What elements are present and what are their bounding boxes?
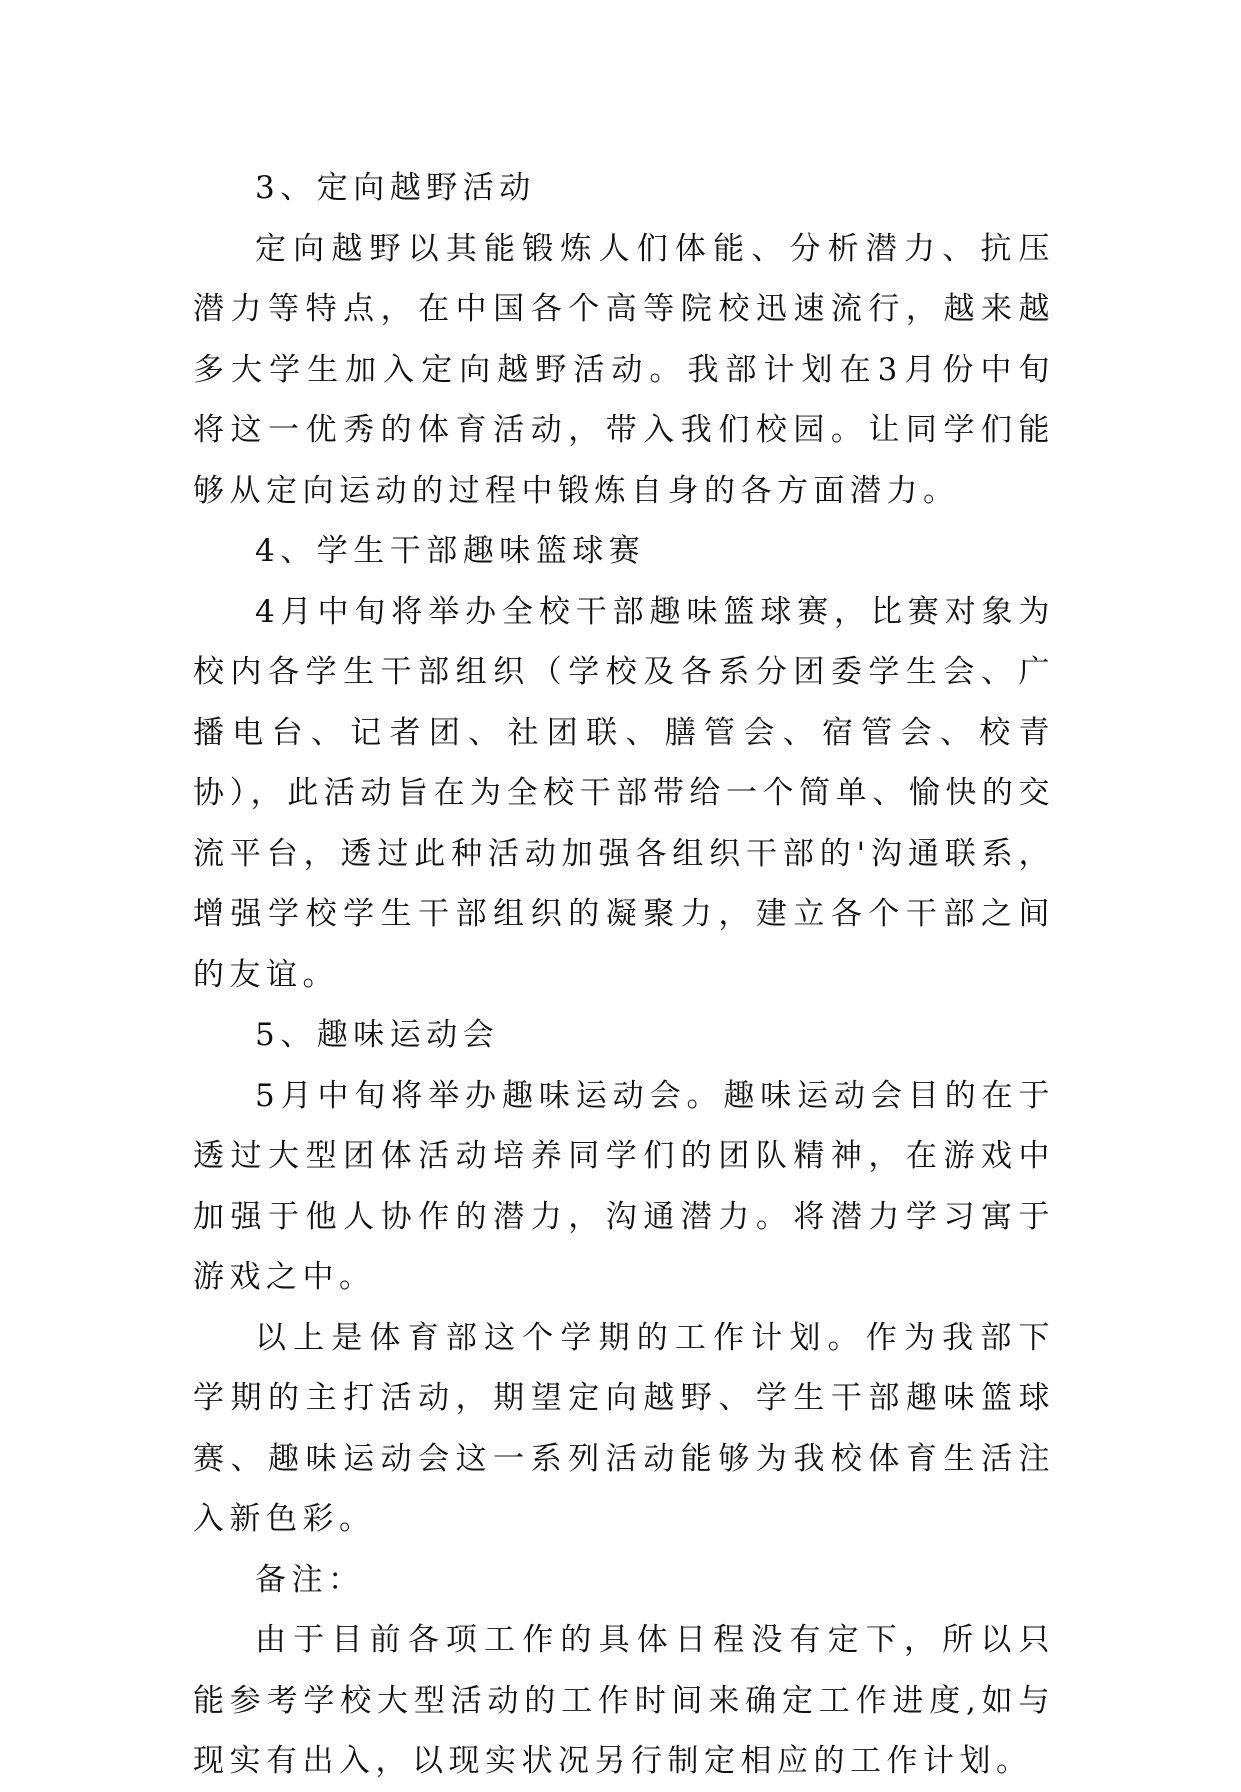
heading-remarks: 备注：	[255, 1561, 365, 1598]
paragraph-summary: 以上是体育部这个学期的工作计划。作为我部下学期的主打活动，期望定向越野、学生干部趣味篮球赛、趣味运动会这一系列活动能够为我校体育生活注入新色彩。	[193, 1319, 1055, 1537]
paragraph-orienteering: 定向越野以其能锻炼人们体能、分析潜力、抗压潜力等特点，在中国各个高等院校迅速流行，越来越多大学生加入定向越野活动。我部计划在3月份中旬将这一优秀的体育活动，带入我们校园。让同学们能够从定向运动的过程中锻炼自身的各方面潜力。	[193, 230, 1055, 509]
heading-fun-games: 5、趣味运动会	[255, 1017, 500, 1053]
paragraph-fun-games: 5月中旬将举办趣味运动会。趣味运动会目的在于透过大型团体活动培养同学们的团队精神，在游戏中加强于他人协作的潜力，沟通潜力。将潜力学习寓于游戏之中。	[193, 1077, 1055, 1295]
paragraph-basketball: 4月中旬将举办全校干部趣味篮球赛，比赛对象为校内各学生干部组织（学校及各系分团委学生会、广播电台、记者团、社团联、膳管会、宿管会、校青协），此活动旨在为全校干部带给一个简单、愉快的交流平台，透过此种活动加强各组织干部的'沟通联系，增强学校学生干部组织的凝聚力，建立各个干部之间的友谊。	[193, 593, 1055, 993]
paragraph-remarks: 由于目前各项工作的具体日程没有定下，所以只能参考学校大型活动的工作时间来确定工作进度,如与现实有出入，以现实状况另行制定相应的工作计划。	[193, 1622, 1055, 1779]
document-page	[193, 158, 1055, 1792]
heading-orienteering: 3、定向越野活动	[255, 170, 536, 206]
heading-basketball: 4、学生干部趣味篮球赛	[255, 533, 646, 569]
